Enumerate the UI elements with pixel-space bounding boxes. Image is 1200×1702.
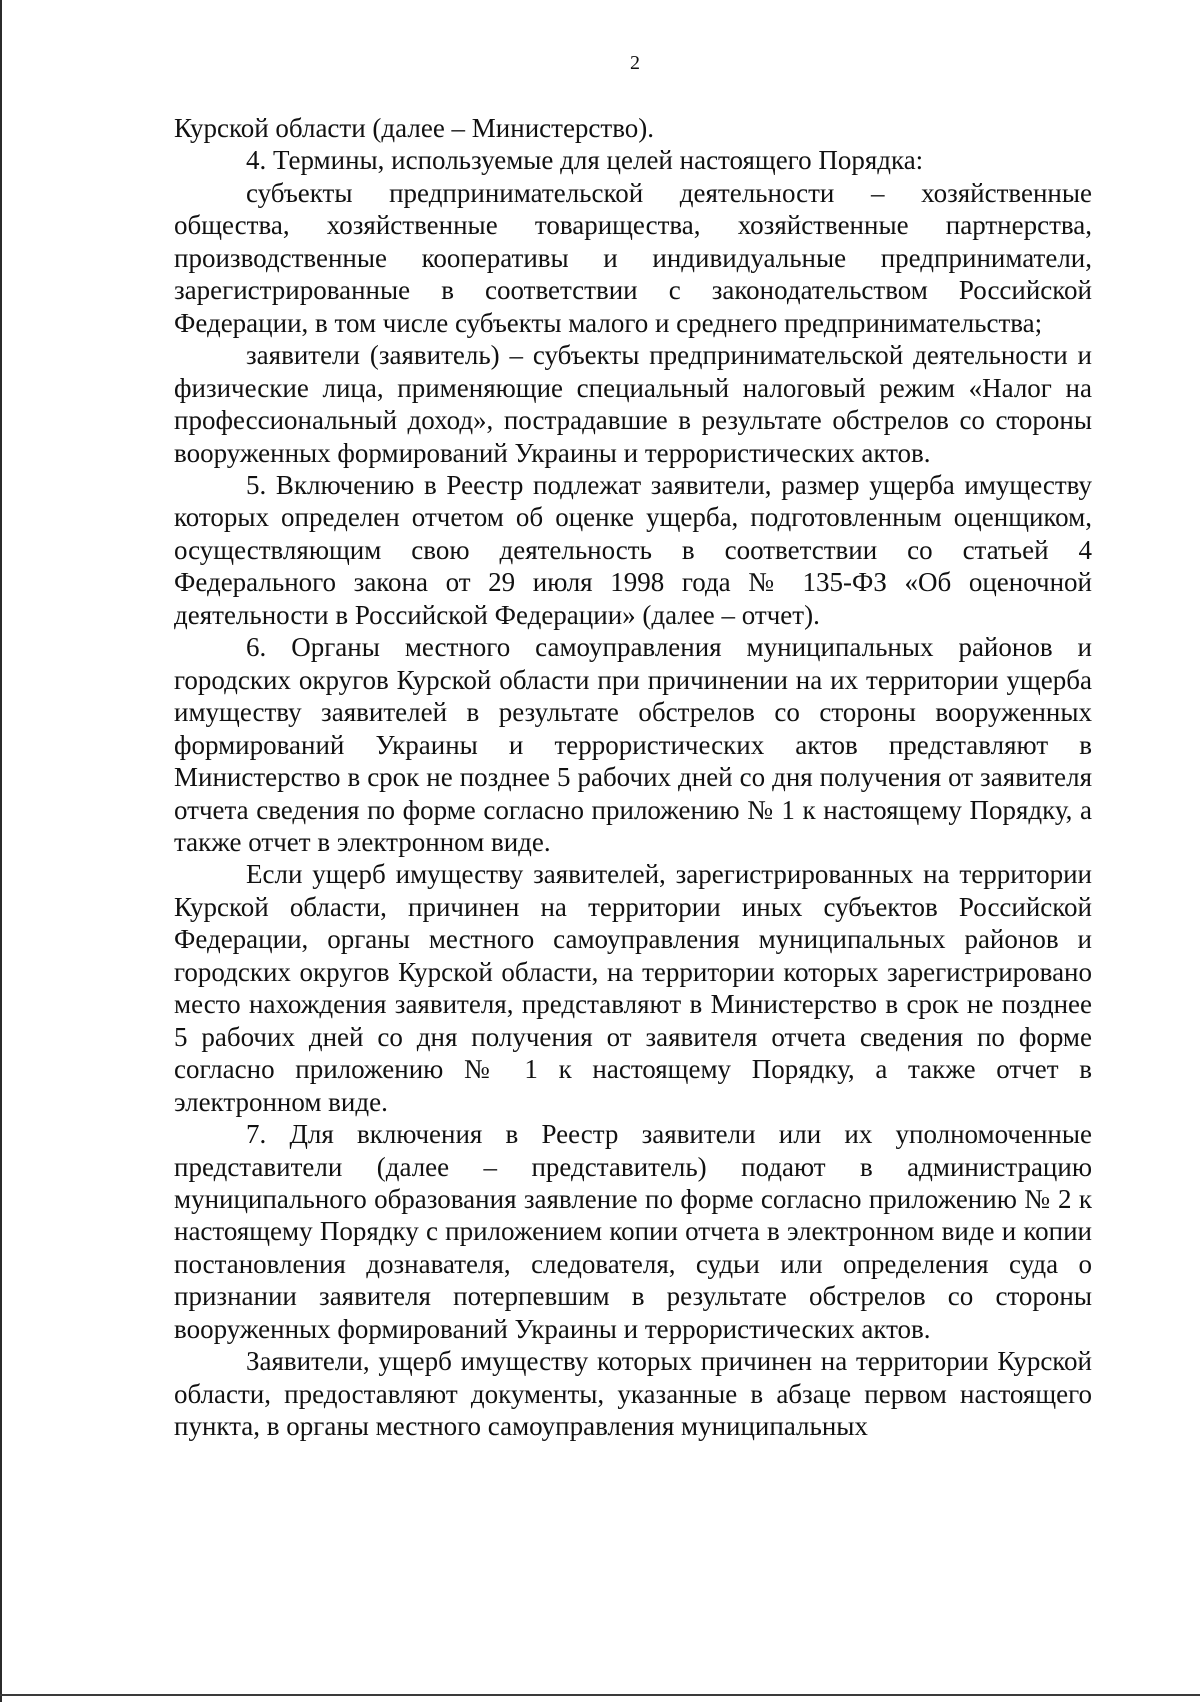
scan-bottom-edge xyxy=(0,1694,1200,1696)
paragraph-definition-applicants: заявители (заявитель) – субъекты предпринимательской деятельности и физические лица, применяющие специальный налоговый режим «Налог на профессиональный доход», пострадавшие в результате обстрелов со стороны вооруженных формирований Украины и террористических актов. xyxy=(174,340,1092,468)
paragraph-item-7-second: Заявители, ущерб имуществу которых причинен на территории Курской области, предоставляют документы, указанные в абзаце первом настоящего пункта, в органы местного самоуправления муниципальных xyxy=(174,1346,1092,1442)
paragraph-item-6: 6. Органы местного самоуправления муниципальных районов и городских округов Курской области при причинении на их территории ущерба имуществу заявителей в результате обстрелов со стороны вооруженных формирований Украины и террористических актов представляют в Министерство в срок не позднее 5 рабочих дней со дня получения от заявителя отчета сведения по форме согласно приложению № 1 к настоящему Порядку, а также отчет в электронном виде. xyxy=(174,632,1092,857)
paragraph-continuation: Курской области (далее – Министерство). xyxy=(174,113,655,143)
paragraph-item-4: 4. Термины, используемые для целей настоящего Порядка: xyxy=(246,145,924,176)
paragraph-item-6-second: Если ущерб имуществу заявителей, зарегистрированных на территории Курской области, причинен на территории иных субъектов Российской Федерации, органы местного самоуправления муниципальных районов и городских округов Курской области, на территории которых зарегистрировано место нахождения заявителя, представляют в Министерство в срок не позднее 5 рабочих дней со дня получения от заявителя отчета сведения по форме согласно приложению № 1 к настоящему Порядку, а также отчет в электронном виде. xyxy=(174,859,1092,1117)
paragraph-item-7: 7. Для включения в Реестр заявители или их уполномоченные представители (далее – представитель) подают в администрацию муниципального образования заявление по форме согласно приложению № 2 к настоящему Порядку с приложением копии отчета в электронном виде и копии постановления дознавателя, следователя, судьи или определения суда о признании заявителя потерпевшим в результате обстрелов со стороны вооруженных формирований Украины и террористических актов. xyxy=(174,1119,1092,1344)
scan-left-edge xyxy=(0,0,2,1702)
paragraph-item-5: 5. Включению в Реестр подлежат заявители, размер ущерба имуществу которых определен отчетом об оценке ущерба, подготовленным оценщиком, осуществляющим свою деятельность в соответствии со статьей 4 Федерального закона от 29 июля 1998 года № 135-ФЗ «Об оценочной деятельности в Российской Федерации» (далее – отчет). xyxy=(174,469,1092,630)
paragraph-definition-subjects: субъекты предпринимательской деятельности – хозяйственные общества, хозяйственные товарищества, хозяйственные партнерства, производственные кооперативы и индивидуальные предприниматели, зарегистрированные в соответствии с законодательством Российской Федерации, в том числе субъекты малого и среднего предпринимательства; xyxy=(174,177,1092,338)
page-number: 2 xyxy=(630,52,640,74)
document-body xyxy=(174,112,1092,1443)
